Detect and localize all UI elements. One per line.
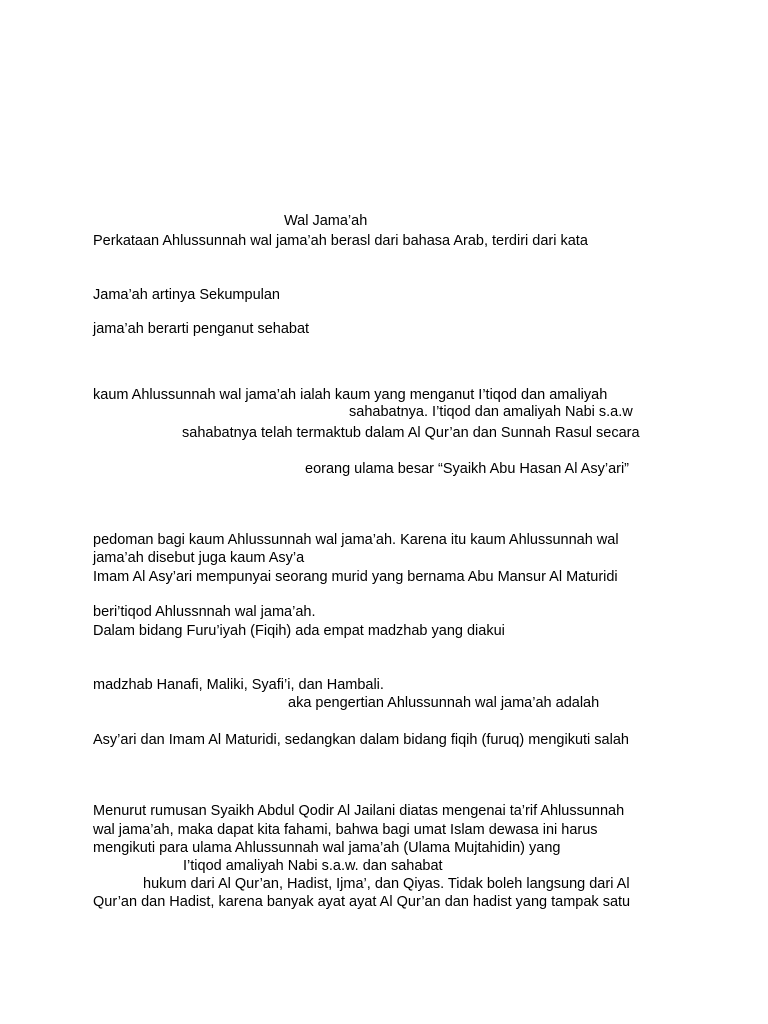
text-line: Jama’ah artinya Sekumpulan	[93, 287, 280, 303]
text-line: jama’ah berarti penganut sehabat	[93, 321, 310, 337]
text-line: Imam Al Asy’ari mempunyai seorang murid yang bernama Abu Mansur Al Maturidi	[93, 569, 618, 585]
text-line: sahabatnya. I’tiqod dan amaliyah Nabi s.a.w	[349, 404, 633, 420]
text-line: kaum Ahlussunnah wal jama’ah ialah kaum yang menganut I’tiqod dan amaliyah	[93, 387, 608, 403]
text-line: eorang ulama besar “Syaikh Abu Hasan Al Asy’ari”	[305, 461, 630, 477]
text-line: Qur’an dan Hadist, karena banyak ayat ayat Al Qur’an dan hadist yang tampak satu	[93, 894, 631, 910]
text-line: beri’tiqod Ahlussnnah wal jama’ah.	[93, 604, 316, 620]
text-line: madzhab Hanafi, Maliki, Syafi’i, dan Hambali.	[93, 677, 384, 693]
heading-line: Wal Jama’ah	[284, 213, 368, 229]
text-line: I’tiqod amaliyah Nabi s.a.w. dan sahabat	[183, 858, 443, 874]
text-line: aka pengertian Ahlussunnah wal jama’ah adalah	[288, 695, 600, 711]
text-line: hukum dari Al Qur’an, Hadist, Ijma’, dan Qiyas. Tidak boleh langsung dari Al	[143, 876, 630, 892]
text-line: Dalam bidang Furu’iyah (Fiqih) ada empat madzhab yang diakui	[93, 623, 505, 639]
text-line: Perkataan Ahlussunnah wal jama’ah berasl dari bahasa Arab, terdiri dari kata	[93, 233, 588, 249]
text-line: Menurut rumusan Syaikh Abdul Qodir Al Jailani diatas mengenai ta’rif Ahlussunnah	[93, 803, 625, 819]
text-line: Asy’ari dan Imam Al Maturidi, sedangkan dalam bidang fiqih (furuq) mengikuti salah	[93, 732, 629, 748]
text-line: sahabatnya telah termaktub dalam Al Qur’an dan Sunnah Rasul secara	[182, 425, 640, 441]
text-line: mengikuti para ulama Ahlussunnah wal jama’ah (Ulama Mujtahidin) yang	[93, 840, 561, 856]
text-line: pedoman bagi kaum Ahlussunnah wal jama’ah. Karena itu kaum Ahlussunnah wal	[93, 532, 619, 548]
text-line: wal jama’ah, maka dapat kita fahami, bahwa bagi umat Islam dewasa ini harus	[93, 822, 598, 838]
text-line: jama’ah disebut juga kaum Asy’a	[93, 550, 305, 566]
